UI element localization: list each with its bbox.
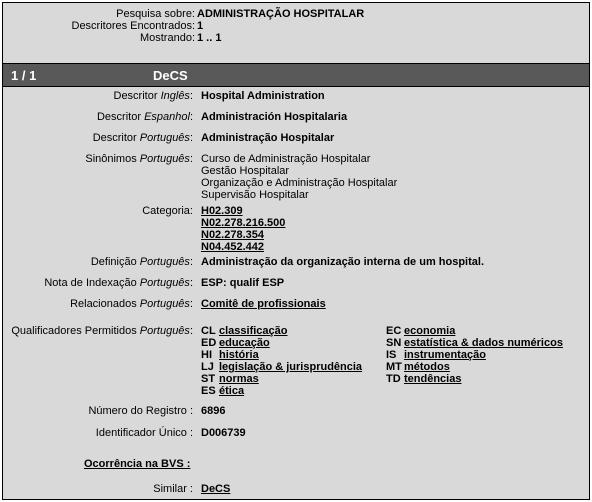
record-bar — [3, 63, 589, 87]
record-source-title: DeCS — [153, 68, 188, 83]
related-link[interactable]: Comitê de profissionais — [201, 298, 326, 310]
category-link[interactable]: N02.278.354 — [201, 229, 264, 241]
synonyms-label: Sinônimos Português: — [85, 153, 193, 165]
qualifier-item: HI história — [201, 349, 259, 361]
qualifier-link[interactable]: métodos — [404, 361, 450, 373]
showing-label: Mostrando: — [139, 32, 195, 44]
qualifier-link[interactable]: economia — [404, 325, 456, 337]
spanish-value: Administración Hospitalaria — [201, 111, 348, 123]
bvs-occurrence-link[interactable]: Ocorrência na BVS : — [84, 458, 191, 470]
indexing-value: ESP: qualif ESP — [201, 277, 285, 289]
record-count: 1 / 1 — [11, 68, 37, 83]
indexing-label: Nota de Indexação Português: — [44, 277, 193, 289]
definition-value: Administração da organização interna de um hospital. — [201, 256, 485, 268]
registry-label: Número do Registro : — [88, 405, 193, 417]
english-label: Descritor Inglês: — [113, 90, 193, 102]
qualifier-link[interactable]: classificação — [219, 325, 288, 337]
search-value: ADMINISTRAÇÃO HOSPITALAR — [197, 8, 365, 20]
portuguese-label: Descritor Português: — [92, 132, 193, 144]
qualifier-item: ST normas — [201, 373, 259, 385]
qualifier-link[interactable]: legislação & jurisprudência — [219, 361, 363, 373]
related-label: Relacionados Português: — [70, 298, 193, 310]
qualifiers-right-column — [386, 325, 563, 385]
search-label: Pesquisa sobre: — [116, 8, 195, 20]
synonyms-list — [201, 153, 397, 201]
category-list — [201, 205, 285, 253]
unique-label: Identificador Único : — [95, 427, 193, 439]
similar-link[interactable]: DeCS — [201, 483, 231, 495]
qualifier-item: LJ legislação & jurisprudência — [201, 361, 363, 373]
qualifier-link[interactable]: estatística & dados numéricos — [404, 337, 563, 349]
unique-value: D006739 — [201, 427, 246, 439]
qualifier-item: ED educação — [201, 337, 270, 349]
qualifier-item: SN estatística & dados numéricos — [386, 337, 563, 349]
qualifier-item: ES ética — [201, 385, 245, 397]
qualifier-item: CL classificação — [201, 325, 288, 337]
search-summary — [3, 3, 589, 59]
english-value: Hospital Administration — [201, 90, 325, 102]
qualifier-link[interactable]: normas — [219, 373, 259, 385]
synonym-item: Gestão Hospitalar — [201, 165, 290, 177]
qualifiers-label: Qualificadores Permitidos Português: — [11, 325, 193, 337]
category-link[interactable]: N02.278.216.500 — [201, 217, 286, 229]
qualifier-link[interactable]: ética — [219, 385, 245, 397]
qualifier-item: EC economia — [386, 325, 456, 337]
found-label: Descritores Encontrados: — [71, 20, 195, 32]
synonym-item: Curso de Administração Hospitalar — [201, 153, 371, 165]
registry-value: 6896 — [201, 405, 226, 417]
similar-label: Similar : — [153, 483, 193, 495]
results-panel — [2, 2, 590, 500]
synonym-item: Supervisão Hospitalar — [201, 189, 309, 201]
qualifier-item: IS instrumentação — [386, 349, 486, 361]
qualifier-link[interactable]: história — [219, 349, 259, 361]
definition-label: Definição Português: — [90, 256, 193, 268]
qualifier-item: TD tendências — [386, 373, 462, 385]
category-link[interactable]: N04.452.442 — [201, 241, 264, 253]
portuguese-value: Administração Hospitalar — [201, 132, 335, 144]
qualifier-link[interactable]: tendências — [404, 373, 462, 385]
showing-value: 1 .. 1 — [197, 32, 222, 44]
category-label: Categoria: — [142, 205, 193, 217]
spanish-label: Descritor Espanhol: — [96, 111, 193, 123]
synonym-item: Organização e Administração Hospitalar — [201, 177, 398, 189]
qualifier-link[interactable]: educação — [219, 337, 270, 349]
qualifiers-left-column — [201, 325, 362, 397]
qualifier-item: MT métodos — [386, 361, 450, 373]
qualifier-link[interactable]: instrumentação — [404, 349, 486, 361]
found-value: 1 — [197, 20, 204, 32]
category-link[interactable]: H02.309 — [201, 205, 243, 217]
